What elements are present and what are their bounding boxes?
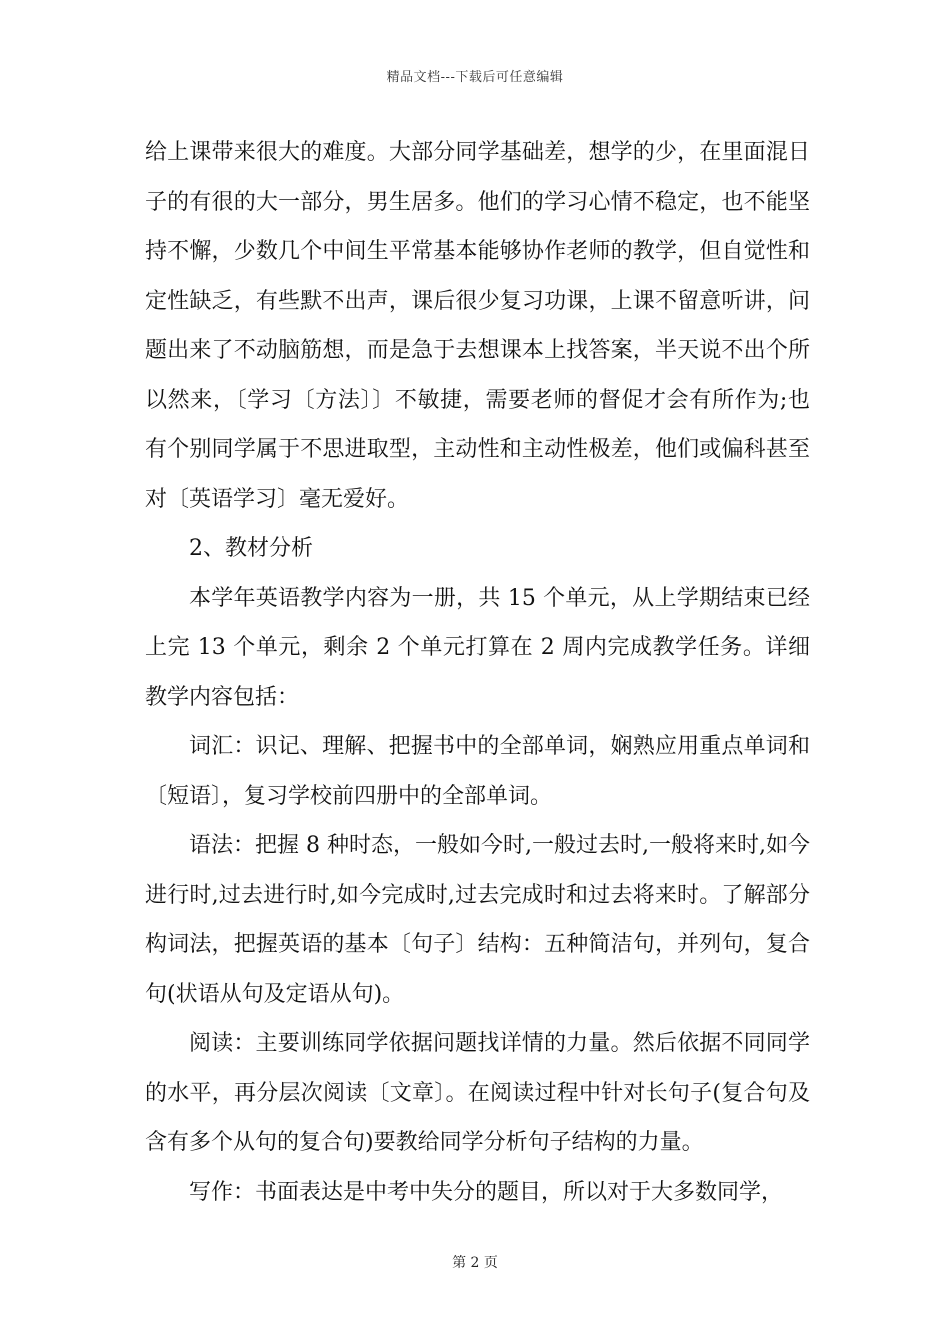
paragraph-writing: 写作：书面表达是中考中失分的题目，所以对于大多数同学，	[189, 1179, 784, 1205]
paragraph-grammar: 语法：把握 8 种时态，一般如今时,一般过去时,一般将来时,如今进行时,过去进行时,如今完成时,过去完成时和过去将来时。了解部分构词法，把握英语的基本〔句子〕结构：五种简洁句，并列句，复合句(状语从句及定语从句)。	[145, 833, 810, 1007]
page-header: 精品文档---下载后可任意编辑	[386, 70, 564, 85]
document-body	[145, 128, 810, 1217]
section-heading-textbook-analysis: 2、教材分析	[189, 536, 313, 561]
paragraph-vocabulary: 词汇：识记、理解、把握书中的全部单词，娴熟应用重点单词和〔短语〕，复习学校前四册中的全部单词。	[145, 734, 810, 809]
paragraph-teaching-content: 本学年英语教学内容为一册，共 15 个单元，从上学期结束已经上完 13 个单元，剩余 2 个单元打算在 2 周内完成教学任务。详细教学内容包括：	[145, 585, 810, 710]
paragraph-reading: 阅读：主要训练同学依据问题找详情的力量。然后依据不同同学的水平，再分层次阅读〔文章〕。在阅读过程中针对长句子(复合句及含有多个从句的复合句)要教给同学分析句子结构的力量。	[145, 1031, 810, 1155]
paragraph-student-analysis: 给上课带来很大的难度。大部分同学基础差，想学的少，在里面混日子的有很的大一部分，男生居多。他们的学习心情不稳定，也不能坚持不懈，少数几个中间生平常基本能够协作老师的教学，但自觉性和定性缺乏，有些默不出声，课后很少复习功课，上课不留意听讲，问题出来了不动脑筋想，而是急于去想课本上找答案，半天说不出个所以然来，〔学习〔方法〕〕不敏捷，需要老师的督促才会有所作为;也有个别同学属于不思进取型，主动性和主动性极差，他们或偏科甚至对〔英语学习〕毫无爱好。	[145, 140, 810, 512]
page-number: 第 2 页	[452, 1255, 498, 1271]
